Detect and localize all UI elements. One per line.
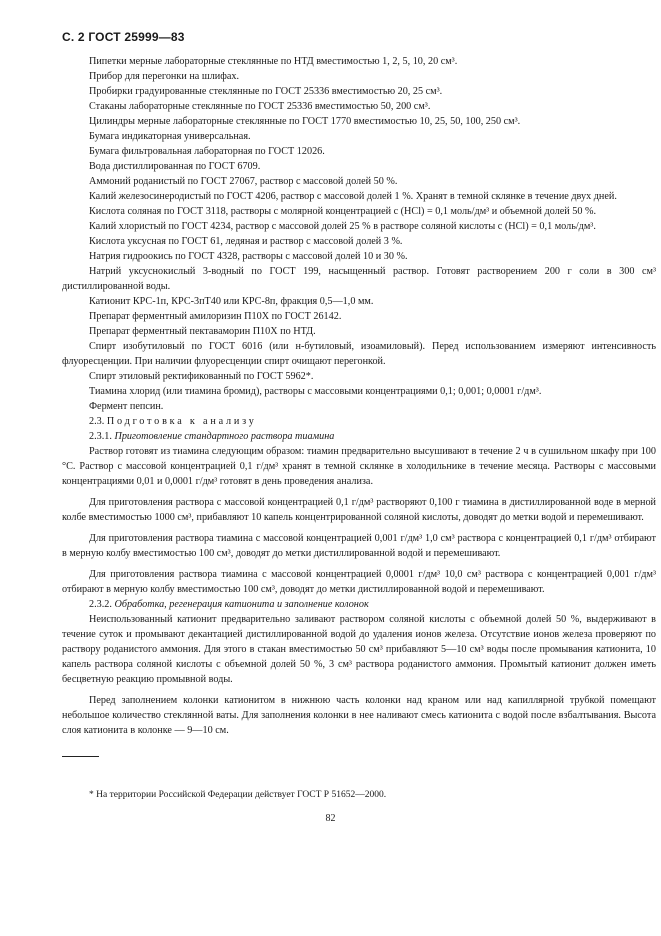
paragraph: Тиамина хлорид (или тиамина бромид), растворы с массовыми концентрациями 0,1; 0,001; 0,0001 г/дм³. (89, 386, 542, 397)
paragraph: Пипетки мерные лабораторные стеклянные по НТД вместимостью 1, 2, 5, 10, 20 см³. (89, 56, 458, 67)
paragraph: Для приготовления раствора с массовой концентрацией 0,1 г/дм³ растворяют 0,100 г тиамина в дистиллированной воде в мерной колбе вместимостью 1000 см³, прибавляют 10 капель концентрированной соляной кислоты, доводят до метки водой и перемешивают. (62, 497, 656, 523)
paragraph: Пробирки градуированные стеклянные по ГОСТ 25336 вместимостью 20, 25 см³. (89, 86, 443, 97)
subsection-title: Приготовление стандартного раствора тиамина (114, 431, 335, 442)
paragraph: Препарат ферментный пектаваморин П10Х по НТД. (89, 326, 316, 337)
paragraph: Прибор для перегонки на шлифах. (89, 71, 239, 82)
paragraph: Калий хлористый по ГОСТ 4234, раствор с массовой долей 25 % в растворе соляной кислоты с (HCl) = 0,1 моль/дм³. (89, 221, 596, 232)
paragraph: Спирт этиловый ректификованный по ГОСТ 5962*. (89, 371, 314, 382)
section-heading (62, 414, 656, 429)
paragraph: Аммоний роданистый по ГОСТ 27067, раствор с массовой долей 50 %. (89, 176, 398, 187)
paragraph: Для приготовления раствора тиамина с массовой концентрацией 0,001 г/дм³ 1,0 см³ раствора с концентрацией 0,1 г/дм³ отбирают в мерную колбу вместимостью 100 см³, доводят до метки дистиллированной водой и перемешивают. (62, 533, 656, 559)
paragraph: Цилиндры мерные лабораторные стеклянные по ГОСТ 1770 вместимостью 10, 25, 50, 100, 250 см³. (89, 116, 521, 127)
paragraph: Бумага фильтровальная лабораторная по ГОСТ 12026. (89, 146, 325, 157)
subsection-heading (62, 597, 656, 612)
section-title: Подготовка к анализу (106, 416, 257, 427)
paragraph: Для приготовления раствора тиамина с массовой концентрацией 0,0001 г/дм³ 10,0 см³ раствора с концентрацией 0,001 г/дм³ отбирают в мерную колбу вместимостью 100 см³, доводят до метки дистиллированной водой и перемешивают. (62, 569, 656, 595)
paragraph: Кислота уксусная по ГОСТ 61, ледяная и раствор с массовой долей 3 %. (89, 236, 403, 247)
paragraph: Препарат ферментный амилоризин П10Х по ГОСТ 26142. (89, 311, 342, 322)
document-body (62, 54, 656, 738)
footnote: * На территории Российской Федерации действует ГОСТ Р 51652—2000. (89, 790, 387, 800)
subsection-number: 2.3.1. (89, 431, 112, 442)
paragraph: Кислота соляная по ГОСТ 3118, растворы с молярной концентрацией с (HCl) = 0,1 моль/дм³ и объемной долей 50 %. (89, 206, 597, 217)
paragraph: Бумага индикаторная универсальная. (89, 131, 251, 142)
paragraph: Калий железосинеродистый по ГОСТ 4206, раствор с массовой долей 1 %. Хранят в темной склянке в течение двух дней. (89, 191, 617, 202)
footnote-divider (62, 756, 99, 757)
paragraph: Натрий уксуснокислый 3-водный по ГОСТ 199, насыщенный раствор. Готовят растворением 200 г соли в 300 см³ дистиллированной воды. (62, 266, 656, 292)
paragraph: Стаканы лабораторные стеклянные по ГОСТ 25336 вместимостью 50, 200 см³. (89, 101, 431, 112)
page-number: 82 (325, 813, 336, 824)
paragraph: Натрия гидроокись по ГОСТ 4328, растворы с массовой долей 10 и 30 %. (89, 251, 408, 262)
paragraph: Раствор готовят из тиамина следующим образом: тиамин предварительно высушивают в течение 2 ч в сушильном шкафу при 100 °С. Раствор с массовой концентрацией 0,1 г/дм³ хранят в темной склянке в холодильнике в течение месяца. Растворы с массовыми концентрациями 0,01 и 0,0001 г/дм³ готовят в день проведения анализа. (62, 446, 656, 487)
section-number: 2.3. (89, 416, 105, 427)
subsection-title: Обработка, регенерация катионита и заполнение колонок (114, 599, 369, 610)
paragraph: Фермент пепсин. (89, 401, 164, 412)
subsection-number: 2.3.2. (89, 599, 112, 610)
paragraph: Катионит КРС-1п, КРС-3пТ40 или КРС-8п, фракция 0,5—1,0 мм. (89, 296, 374, 307)
page-header: С. 2 ГОСТ 25999—83 (62, 30, 185, 44)
paragraph: Спирт изобутиловый по ГОСТ 6016 (или н-бутиловый, изоамиловый). Перед использованием измеряют интенсивность флуоресценции. При наличии флуоресценции спирт очищают перегонкой. (62, 341, 656, 367)
paragraph: Перед заполнением колонки катионитом в нижнюю часть колонки над краном или над капиллярной трубкой помещают небольшое количество стеклянной ваты. Для заполнения колонки в нее наливают смесь катионита с водой после взбалтывания. Высота слоя катионита в колонке — 9—10 см. (62, 695, 656, 736)
paragraph: Неиспользованный катионит предварительно заливают раствором соляной кислоты с объемной долей 50 %, выдерживают в течение суток и промывают декантацией дистиллированной водой до удаления ионов железа. Отсутствие ионов железа проверяют по раствору роданистого аммония. Для этого в стакан вместимостью 50 см³ прибавляют 5—10 см³ воды после промывания катионита, 10 капель раствора соляной кислоты с объемной долей 50 %, 3 см³ раствора роданистого аммония. Промытый катионит должен иметь бесцветную реакцию промывной воды. (62, 614, 656, 685)
paragraph: Вода дистиллированная по ГОСТ 6709. (89, 161, 261, 172)
subsection-heading (62, 429, 656, 444)
